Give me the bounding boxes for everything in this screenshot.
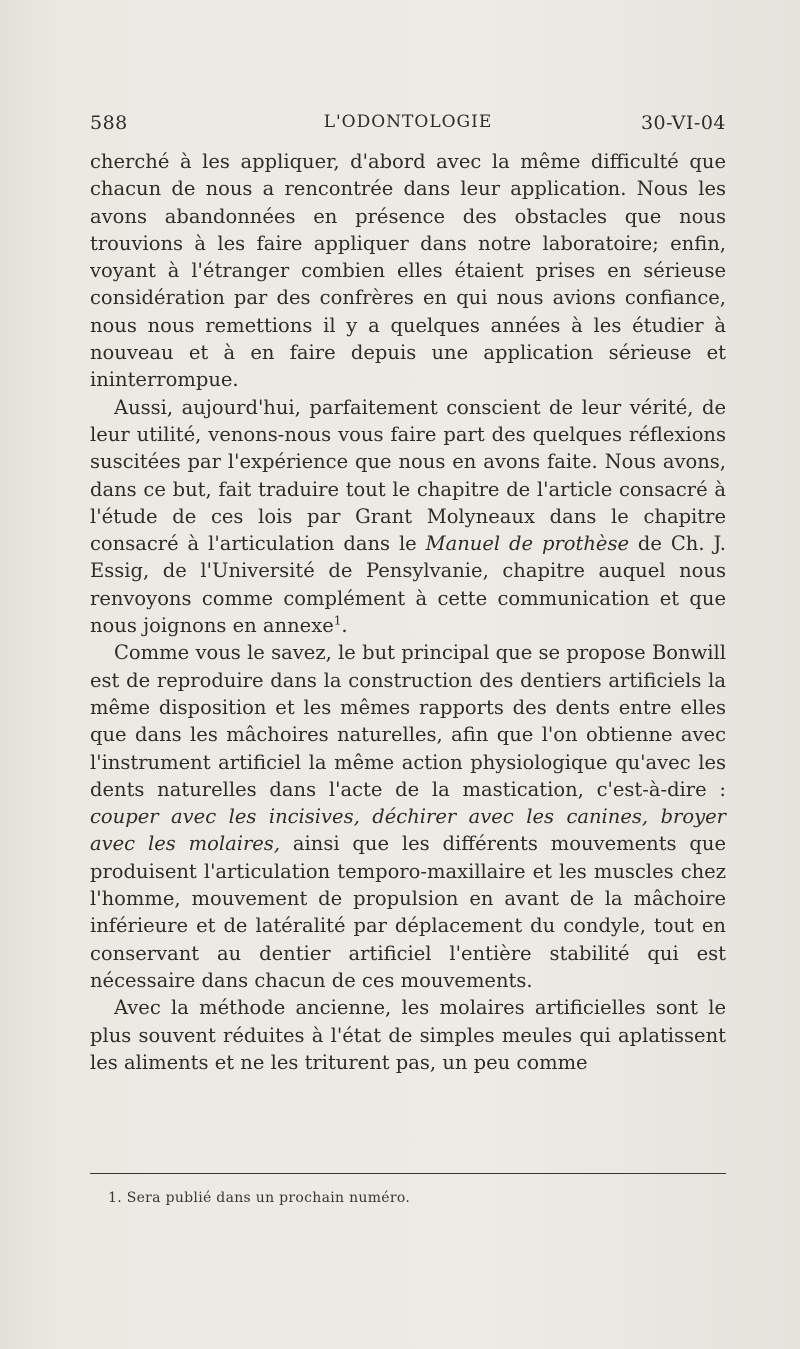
paragraph-4: Avec la méthode ancienne, les molaires artificielles sont le plus souvent réduites à l'état de simples meules qui aplatissent les aliments et ne les triturent pas, un peu comme <box>90 996 726 1074</box>
paragraph-2-text-b: de Ch. J. Essig, de l'Université de Pensylvanie, chapitre auquel nous renvoyons comme complément à cette communication et que nous joignons en annexe <box>90 532 726 638</box>
paragraph-3-text-a: Comme vous le savez, le but principal que se propose Bonwill est de reproduire dans la construction des dentiers artificiels la même disposition et les mêmes rapports des dents entre elles que dans les mâchoires naturelles, afin que l'on obtienne avec l'instrument artificiel la même action physiologique qu'avec les dents naturelles dans l'acte de la mastication, c'est-à-dire : <box>90 641 726 801</box>
paragraph-2-text-a: Aussi, aujourd'hui, parfaitement conscient de leur vérité, de leur utilité, venons-nous vous faire part des quelques réflexions suscitées par l'expérience que nous en avons faite. Nous avons, dans ce but, fait traduire tout le chapitre de l'article consacré à l'étude de ces lois par Grant Molyneaux dans le chapitre consacré à l'articulation dans le <box>90 395 726 556</box>
page-number: 588 <box>90 112 128 134</box>
paragraph-3-text-b: ainsi que les différents mouvements que produisent l'articulation temporo-maxillaire et les muscles chez l'homme, mouvement de propulsion en avant de la mâchoire inférieure et de latéralité par déplacement du condyle, tout en conservant au dentier artificiel l'entière stabilité qui est nécessaire dans chacun de ces mouvements. <box>90 832 726 992</box>
footnote-divider <box>90 1173 726 1174</box>
issue-date: 30-VI-04 <box>640 112 726 134</box>
book-title-italic: Manuel de prothèse <box>425 532 630 556</box>
journal-title: L'ODONTOLOGIE <box>323 112 493 132</box>
paragraph-1: cherché à les appliquer, d'abord avec la même difficulté que chacun de nous a rencontrée dans leur application. Nous les avons abandonnées en présence des obstacles que nous trouvions à les faire appliquer dans notre laboratoire; enfin, voyant à l'étranger combien elles étaient prises en sérieuse considération par des confrères en qui nous avions confiance, nous nous remettions il y a quelques années à les étudier à nouveau et à en faire depuis une application sérieuse et ininterrompue. <box>90 150 726 392</box>
paragraph-2 <box>90 394 726 640</box>
mastication-italic: couper avec les incisives, déchirer avec les canines, broyer avec les molaires, <box>90 805 726 856</box>
paragraph-3 <box>90 639 726 994</box>
body-text <box>90 148 726 1076</box>
footnote: 1. Sera publié dans un prochain numéro. <box>108 1190 411 1206</box>
paragraph-2-text-c: . <box>341 614 348 638</box>
running-head <box>90 112 726 142</box>
footnote-reference: 1 <box>333 613 342 628</box>
